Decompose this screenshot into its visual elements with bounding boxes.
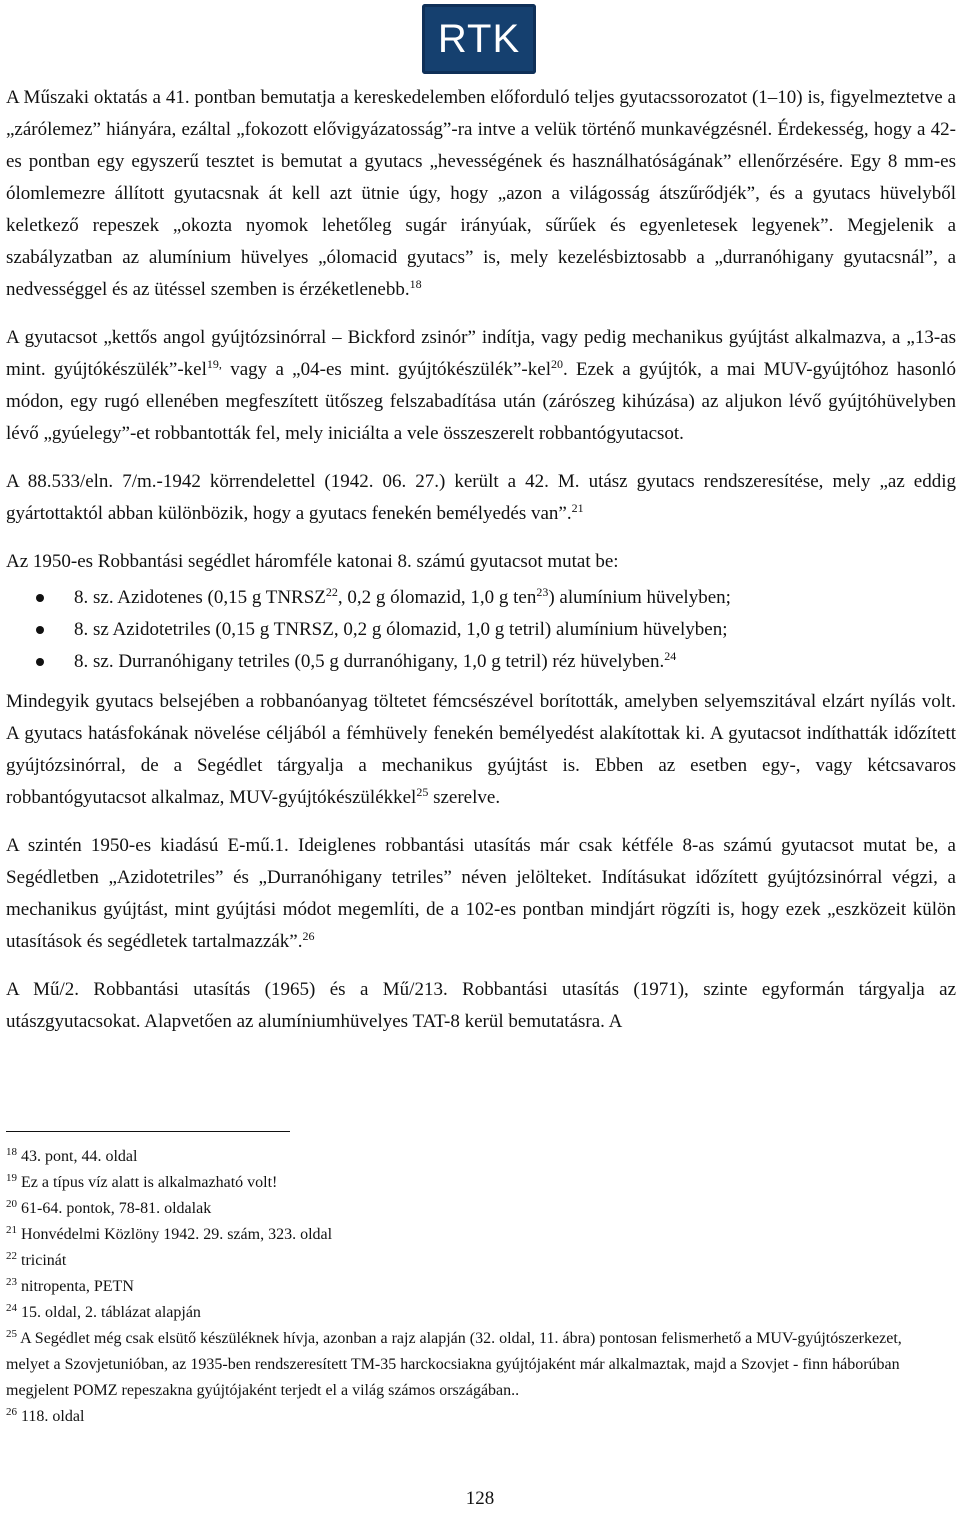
page-number: 128 <box>465 1488 495 1509</box>
footnote-text: tricinát <box>21 1252 67 1269</box>
list-item <box>6 614 956 646</box>
footnote-number: 25 <box>6 1328 17 1340</box>
paragraph-text: A szintén 1950-es kiadású E-mű.1. Ideiglenes robbantási utasítás már csak kétféle 8-as számú gyutacsot mutat be, a Segédletben „Azidotetriles” és „Durranóhigany tetriles” néven jelölteket. Indításukat időzített gyújtózsinórral végzi, a mechanikus gyújtást, mint gyújtási módot megemlíti, de a 102-es pontban mindjárt rögzíti is, hogy ezek „eszközeit külön utasítások és segédletek tartalmazzák”. <box>6 835 956 952</box>
item-text: 8. sz. Azidotenes (0,15 g TNRSZ <box>74 587 326 608</box>
paragraph-text: . Ezek a gyújtók, a mai MUV-gyújtóhoz hasonló módon, egy rugó ellenében megfeszített ütőszeg felszabadítása után (zárószeg kihúzása) az aljukon lévő gyújtóhüvelyben lévő „gyúelegy”-et robbantották fel, mely iniciálta a vele összeszerelt robbantógyutacsot. <box>6 359 957 444</box>
paragraph-text: A 88.533/eln. 7/m.-1942 körrendelettel (1942. 06. 27.) került a 42. M. utász gyutacs rendszeresítése, mely „az eddig gyártottaktól abban különbözik, hogy a gyutacs fenekén bemélyedés van”. <box>6 471 956 524</box>
footnote-ref[interactable]: 21 <box>571 501 584 515</box>
footnote-text: 15. oldal, 2. táblázat alapján <box>21 1304 201 1321</box>
footnote-number: 20 <box>6 1198 17 1210</box>
footnote <box>6 1274 946 1300</box>
footnote-text: Ez a típus víz alatt is alkalmazható volt! <box>21 1174 278 1191</box>
footnote-number: 23 <box>6 1276 17 1288</box>
main-text <box>6 82 956 1054</box>
paragraph-5 <box>6 686 956 814</box>
footnote <box>6 1300 946 1326</box>
rtk-logo <box>422 4 536 74</box>
footnote-number: 22 <box>6 1250 17 1262</box>
footnote <box>6 1248 946 1274</box>
paragraph-text: A Műszaki oktatás a 41. pontban bemutatja a kereskedelemben előforduló teljes gyutacssorozatot (1–10) is, figyelmeztetve a „zárólemez” hiányára, ezáltal „fokozott elővigyázatosság”-ra intve a velük történő munkavégzésnél. Érdekesség, hogy a 42-es pontban egy egyszerű tesztet is bemutat a gyutacs „hevességének és használhatóságának” ellenőrzésére. Egy 8 mm-es ólomlemezre állított gyutacsnak át kell azt ütnie úgy, hogy „azon a világosság átszűrődjék”, és a gyutacs hüvelyből keletkező repeszek „okozta nyomok lehetőleg sugár irányúak, sűrűek és egyenletesek legyenek”. Megjelenik a szabályzatban az alumínium hüvelyes „ólomacid gyutacs” is, mely kezelésbiztosabb a „durranóhigany gyutacsnál”, a nedvességgel és az ütéssel szemben is érzéketlenebb. <box>6 87 956 300</box>
footnote-number: 19 <box>6 1172 17 1184</box>
paragraph-text: A gyutacsot „kettős angol gyújtózsinórral ‒ Bickford zsinór” indítja, vagy pedig mechanikus gyújtást alkalmazva, a „13-as mint. gyújtókészülék”-kel <box>6 327 956 380</box>
paragraph-4 <box>6 546 956 578</box>
paragraph-text: Mindegyik gyutacs belsejében a robbanóanyag töltetet fémcsészével borították, amelyben selyemszitával elzárt nyílás volt. A gyutacs hatásfokának növelése céljából a fémhüvely fenekén bemélyedést alakítottak ki. A gyutacsot indíthatták időzített gyújtózsinórral, de a Segédlet tárgyalja a mechanikus gyújtást is. Ebben az esetben egy-, vagy kétcsavaros robbantógyutacsot alkalmaz, MUV-gyújtókészülékkel <box>6 691 956 808</box>
footnote-ref[interactable]: 24 <box>664 649 677 663</box>
paragraph-text: Az 1950-es Robbantási segédlet háromféle katonai 8. számú gyutacsot mutat be: <box>6 551 619 572</box>
footnote-text: nitropenta, PETN <box>21 1278 134 1295</box>
footnotes <box>6 1144 946 1430</box>
footnote-ref[interactable]: 19, <box>206 357 222 371</box>
footnote-text: 118. oldal <box>21 1408 85 1425</box>
bullet-icon <box>36 626 44 634</box>
footnote <box>6 1196 946 1222</box>
footnote-text: Honvédelmi Közlöny 1942. 29. szám, 323. oldal <box>21 1226 333 1243</box>
item-text: 8. sz Azidotetriles (0,15 g TNRSZ, 0,2 g ólomazid, 1,0 g tetril) alumínium hüvelyben; <box>74 619 728 640</box>
list-item <box>6 646 956 678</box>
footnote <box>6 1326 946 1404</box>
footnote-ref[interactable]: 22 <box>325 585 338 599</box>
footnote-ref[interactable]: 20 <box>550 357 563 371</box>
footnote-divider <box>6 1131 290 1132</box>
footnote-ref[interactable]: 18 <box>409 277 422 291</box>
item-text: ) alumínium hüvelyben; <box>548 587 731 608</box>
paragraph-3 <box>6 466 956 530</box>
footnote-number: 26 <box>6 1406 17 1418</box>
bullet-icon <box>36 658 44 666</box>
footnote-number: 18 <box>6 1146 17 1158</box>
footnote <box>6 1404 946 1430</box>
footnote-ref[interactable]: 23 <box>536 585 549 599</box>
paragraph-text: A Mű/2. Robbantási utasítás (1965) és a Mű/213. Robbantási utasítás (1971), szinte egyformán tárgyalja az utászgyutacsokat. Alapvetően az alumíniumhüvelyes TAT-8 kerül bemutatásra. A <box>6 979 956 1032</box>
logo-text: RTK <box>437 16 521 61</box>
footnote-text: 61-64. pontok, 78-81. oldalak <box>21 1200 212 1217</box>
paragraph-text: vagy a „04-es mint. gyújtókészülék”-kel <box>221 359 551 380</box>
paragraph-6 <box>6 830 956 958</box>
paragraph-7 <box>6 974 956 1038</box>
footnote-number: 21 <box>6 1224 17 1236</box>
detonator-list <box>6 582 956 678</box>
footnote-number: 24 <box>6 1302 17 1314</box>
list-item <box>6 582 956 614</box>
paragraph-2 <box>6 322 956 450</box>
footnote <box>6 1144 946 1170</box>
footnote-ref[interactable]: 25 <box>416 785 429 799</box>
paragraph-1 <box>6 82 956 306</box>
bullet-icon <box>36 594 44 602</box>
footnote-text: A Segédlet még csak elsütő készüléknek hívja, azonban a rajz alapján (32. oldal, 11. ábra) pontosan felismerhető a MUV-gyújtószerkezet, melyet a Szovjetunióban, az 1935-ben rendszeresített TM-35 harckocsiakna gyújtójaként már alkalmaztak, majd a Szovjet - finn háborúban megjelent POMZ repeszakna gyújtójaként terjedt el a világ számos országában.. <box>6 1330 902 1399</box>
footnote-text: 43. pont, 44. oldal <box>21 1148 138 1165</box>
footnote-ref[interactable]: 26 <box>302 929 315 943</box>
footnote <box>6 1170 946 1196</box>
footnote <box>6 1222 946 1248</box>
item-text: 8. sz. Durranóhigany tetriles (0,5 g durranóhigany, 1,0 g tetril) réz hüvelyben. <box>74 651 665 672</box>
paragraph-text: szerelve. <box>428 787 501 808</box>
item-text: , 0,2 g ólomazid, 1,0 g ten <box>337 587 537 608</box>
